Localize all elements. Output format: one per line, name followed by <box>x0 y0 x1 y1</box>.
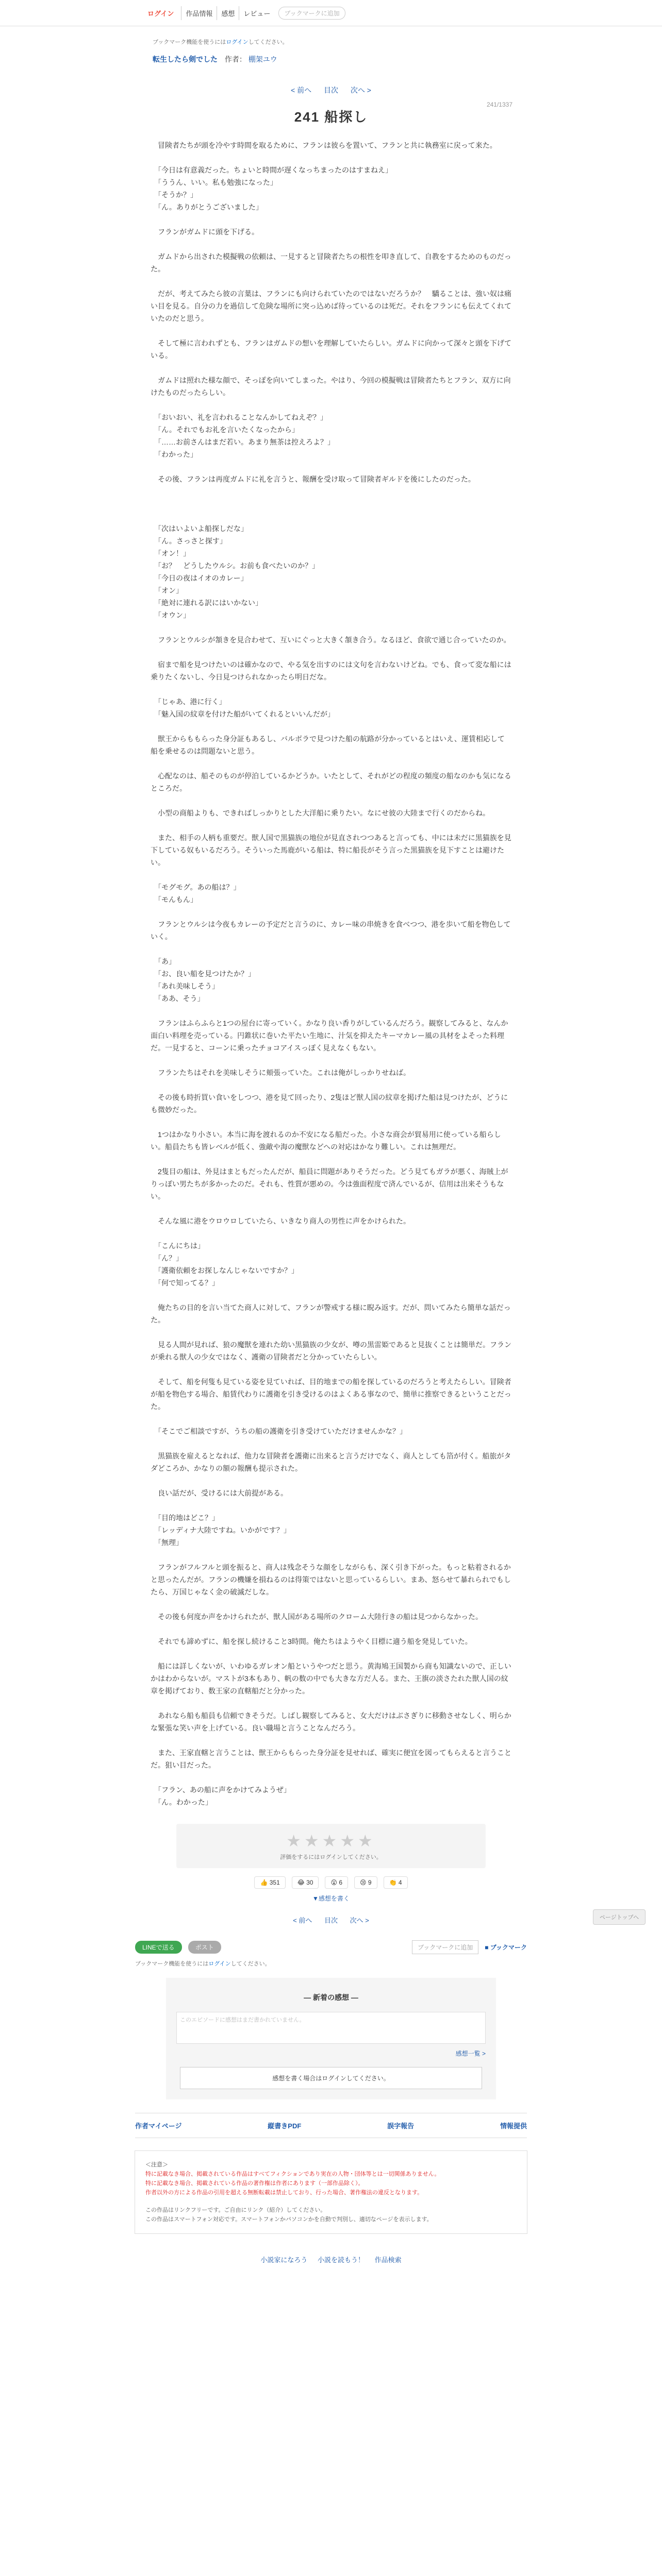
body-paragraph: 「モグモグ。あの船は？」 <box>151 883 241 891</box>
notice-login-link[interactable]: ログイン <box>226 39 249 45</box>
body-paragraph <box>151 275 511 287</box>
body-paragraph <box>151 819 511 832</box>
body-paragraph: 「あれ美味しそう」 <box>151 982 219 990</box>
vertical-pdf-link[interactable]: 縦書きPDF <box>268 2122 302 2130</box>
reaction-row <box>0 1876 662 1889</box>
body-paragraph <box>151 1598 511 1611</box>
body-paragraph: あれなら船も船員も信頼できそうだ。しばし観察してみると、女大だけはぶさぎりに移動させなしく、明らかな緊張な笑い声を上げている。良い職場と言うことなんだろう。 <box>151 1711 511 1732</box>
body-paragraph <box>151 213 511 226</box>
body-paragraph <box>151 238 511 250</box>
chapter-title: 241 船探し <box>294 109 368 125</box>
body-paragraph: 心配なのは、船そのものが停泊しているかどうか。いたとして、それがどの程度の頻度の船なのかも気になるところだ。 <box>151 772 511 792</box>
body-paragraph <box>151 720 511 733</box>
nav-work-info[interactable]: 作品情報 <box>181 6 217 20</box>
body-paragraph: 「オン」 <box>151 586 183 595</box>
body-paragraph <box>151 1005 511 1017</box>
reaction-good[interactable]: 👍 351 <box>254 1876 285 1889</box>
body-paragraph: 「モんもん」 <box>151 895 197 904</box>
bookmark-add-button-bottom[interactable]: ブックマークに追加 <box>412 1940 478 1954</box>
bookmark-link[interactable]: ■ ブックマーク <box>485 1944 527 1951</box>
body-paragraph: 「護衛依頼をお探しなんじゃないですか？」 <box>151 1266 299 1275</box>
body-paragraph <box>151 362 511 374</box>
body-paragraph: 「今日の夜はイオのカレー」 <box>151 574 248 582</box>
body-paragraph <box>151 151 511 164</box>
body-paragraph <box>151 1227 511 1240</box>
body-paragraph: 「あ」 <box>151 957 176 965</box>
attention-red-1: 特に記載なき場合、掲載されている作品はすべてフィクションであり実在の人物・団体等とは一切関係ありません。 <box>145 2171 440 2177</box>
comment-list-link[interactable]: 感想一覧 > <box>455 2050 486 2057</box>
body-paragraph: 冒険者たちが頭を冷やす時間を取るために、フランは彼らを置いて、フランと共に執務室に戻って来た。 <box>151 141 497 149</box>
body-paragraph: 「レッディナ大陸ですね。いかがです？」 <box>151 1526 291 1534</box>
body-paragraph: 見る人間が見れば、狼の魔獣を連れた幼い黒猫族の少女が、噂の黒雷姫であると見抜くことは簡単だ。フランが乗れる獣人の少女ではなく、護衛の冒険者だと分かっていたらしい。 <box>151 1341 511 1361</box>
post-share-button[interactable]: ポスト <box>188 1941 221 1954</box>
body-paragraph: 「わかった」 <box>151 450 197 459</box>
attention-box <box>135 2150 527 2234</box>
body-paragraph: フランはふらふらと1つの屋台に寄っていく。かなり良い香りがしているんだろう。観察してみると、なんか面白い料理を売っている。円錐状に巻いた平たい生地に、汁気を抑えたキーマカレー風の具材をよそった料理だ。一見すると、コーンに乗ったチョコアイスっぽく見えなくもない。 <box>151 1019 508 1052</box>
body-paragraph: ガムドは照れた様な顔で、そっぽを向いてしまった。やはり、今回の模擬戦は冒険者たちとフラン、双方に向けたものだったらしい。 <box>151 376 511 397</box>
body-paragraph: そんな風に港をウロウロしていたら、いきなり商人の男性に声をかけられた。 <box>151 1217 410 1225</box>
body-paragraph: 黒猫族を雇えるとなれば、他力な冒険者を護衛に出来ると言うだけでなく、商人としても箔が付く。船旅がタダどころか、かなりの額の報酬も提示された。 <box>151 1452 511 1472</box>
body-paragraph: 「ん。さっさと探す」 <box>151 537 227 545</box>
body-paragraph <box>151 1289 511 1301</box>
body-paragraph: そして、船を何隻も見ている姿を見ていれば、目的地までの船を探しているのだろうと考えたらしい。冒険者が船を物色する場合、船賃代わりに護衛を引き受けるのはよくある事なので、簡単に推察できるということだった。 <box>151 1378 511 1411</box>
attention-red-2: 特に記載なき場合、掲載されている作品の著作権は作者にあります（一部作品除く）。 <box>145 2180 364 2187</box>
body-paragraph <box>151 1697 511 1709</box>
rating-note: 評価をするにはログインしてください。 <box>280 1854 382 1860</box>
nav-comments[interactable]: 感想 <box>217 6 239 20</box>
toc-link-bottom[interactable]: 目次 <box>324 1917 338 1924</box>
body-paragraph: また、王家直轄と言うことは、獣王からもらった身分証を見せれば、確実に便宜を図ってもらえると言うことだ。狙い目だった。 <box>151 1749 511 1769</box>
body-paragraph: フランたちはそれを美味しそうに頬張っていた。これは俺がしっかりせねば。 <box>151 1069 410 1077</box>
body-paragraph <box>151 485 511 498</box>
body-paragraph <box>151 1734 511 1747</box>
body-paragraph: 「次はいよいよ船探しだな」 <box>151 524 248 533</box>
write-comment-link[interactable]: ▼感想を書く <box>312 1895 350 1902</box>
bookmark-add-button[interactable]: ブックマークに追加 <box>278 7 345 20</box>
series-title-link[interactable]: 転生したら剣でした <box>153 55 218 63</box>
info-report-link[interactable]: 情報提供 <box>500 2122 527 2130</box>
body-paragraph <box>151 510 511 522</box>
body-paragraph <box>151 794 511 807</box>
body-paragraph <box>151 1116 511 1128</box>
body-paragraph <box>151 461 511 473</box>
body-paragraph: それでも諦めずに、船を探し続けること3時間。俺たちはようやく目標に適う船を発見していた。 <box>151 1637 472 1646</box>
body-paragraph: フランとウルシが頷きを見合わせて、互いにぐっと大きく頷き合う。なるほど、食欲で通じ合っていたのか。 <box>151 636 511 644</box>
footer-nav <box>135 2113 527 2138</box>
comment-preview: このエピソードに感想はまだ書かれていません。 <box>176 2012 486 2044</box>
body-paragraph <box>151 1549 511 1561</box>
body-paragraph: 宿まで船を見つけたいのは確かなので、やる気を出すのには文句を言わないけどね。でも、食って変な船には乗りたくないし、今日見つけられなかったら明日だな。 <box>151 660 511 681</box>
body-paragraph: 「目的地はどこ？」 <box>151 1514 219 1522</box>
body-paragraph <box>151 1326 511 1338</box>
toc-link[interactable]: 目次 <box>324 86 338 94</box>
bottom-links <box>0 2255 662 2264</box>
body-paragraph: 「そこでご相談ですが、うちの船の護衛を引き受けていただけませんかな？」 <box>151 1427 407 1435</box>
prev-link[interactable]: < 前へ <box>291 86 312 94</box>
bottom-link-yomou[interactable]: 小説を読もう！ <box>317 2256 365 2264</box>
reaction-wow[interactable]: 😮 6 <box>325 1876 348 1889</box>
line-share-button[interactable]: LINEで送る <box>135 1941 182 1954</box>
bottom-link-narou[interactable]: 小説家になろう <box>260 2256 308 2264</box>
body-paragraph <box>151 1202 511 1215</box>
author-label: 作者： <box>224 55 246 63</box>
next-link[interactable]: 次へ > <box>350 86 371 94</box>
comment-title: ― 新着の感想 ― <box>304 1993 358 2002</box>
body-paragraph: そして極に言われずとも、フランはガムドの想いを理解していたらしい。ガムドに向かって深々と頭を下げている。 <box>151 339 511 360</box>
body-paragraph <box>151 1413 511 1425</box>
body-paragraph <box>151 399 511 411</box>
body-paragraph: 「お？ どうしたウルシ。お前も食べたいのか？」 <box>151 562 320 570</box>
body-paragraph: 船には詳しくないが、いわゆるガレオン船というやつだと思う。黄海鳩王国製から商も知識ないので、正しいかはわからないが。マストが3本もあり、帆の数の中でも大きな方だ人る。また、王旗の淡さたれた獣人国の紋章を掲げており、数王家の直轄船だと分かった。 <box>151 1662 511 1695</box>
rating-box <box>176 1824 486 1868</box>
body-paragraph: 「魅入国の紋章を付けた船がいてくれるといいんだが」 <box>151 710 335 718</box>
star-rating[interactable]: ★★★★★ <box>286 1832 376 1850</box>
series-header <box>0 54 662 64</box>
chapter-pager-bottom <box>0 1915 662 1925</box>
bookmark-login-note: ブックマーク機能を使うにはログインしてください。 <box>135 1961 271 1967</box>
body-paragraph: 「じゃあ、港に行く」 <box>151 698 226 706</box>
body-paragraph <box>151 1079 511 1091</box>
share-row <box>135 1940 527 1954</box>
body-paragraph: その後も時折買い食いをしつつ、港を見て回ったり、2隻ほど獣人国の紋章を掲げた船は見つけたが、どうにも微妙だった。 <box>151 1093 508 1114</box>
bookmark-login-link[interactable]: ログイン <box>208 1961 231 1967</box>
bottom-link-search[interactable]: 作品検索 <box>374 2256 402 2264</box>
body-paragraph <box>151 1153 511 1165</box>
body-paragraph: 俺たちの目的を言い当てた商人に対して、フランが警戒する様に睨み返す。だが、問いてみたら簡単な話だった。 <box>151 1303 511 1324</box>
body-paragraph: また、相手の人柄も重要だ。獣人国で黒猫族の地位が見直されつつあると言っても、中には未だに黒猫族を見下している奴もいるだろう。そういった馬鹿がいる船は、特に船長がそう言った黒猫族を見下すことは避けたい。 <box>151 834 511 867</box>
body-paragraph: 小型の商船よりも、できればしっかりとした大洋船に乗りたい。なにせ彼の大陸まで行くのだからね。 <box>151 809 490 817</box>
body-paragraph: 「何で知ってる？」 <box>151 1279 219 1287</box>
body-paragraph: フランがフルフルと頭を振ると、商人は残念そうな顔をしながらも、深く引き下がった。もっと粘着されるかと思ったんだが。フランの機嫌を損ねるのは得策ではないと思っているらしい。まあ、怒らせて暴れられでもしたら、万国じゃなく金の破滅だしな。 <box>151 1563 511 1596</box>
body-paragraph <box>151 1437 511 1450</box>
author-link[interactable]: 棚架ユウ <box>248 55 277 63</box>
attention-red-3: 作者以外の方による作品の引用を超える無断転載は禁止しており、行った場合、著作権法の違反となります。 <box>145 2190 423 2196</box>
body-paragraph: 「ん。それでもお礼を言いたくなったから」 <box>151 426 299 434</box>
attention-title: ＜注意＞ <box>145 2162 168 2168</box>
body-paragraph: 「おいおい、礼を言われることなんかしてねえぞ？」 <box>151 413 327 421</box>
body-paragraph: 「お、良い船を見つけたか？」 <box>151 970 255 978</box>
body-paragraph <box>151 1771 511 1784</box>
body-paragraph: 「絶対に連れる訳にはいかない」 <box>151 599 262 607</box>
body-paragraph: ガムドから出された模擬戦の依頼は、一見すると冒険者たちの根性を叩き直して、自教をするためのものだった。 <box>151 252 511 273</box>
body-paragraph: 「フラン、あの船に声をかけてみようぜ」 <box>151 1786 291 1794</box>
comment-area <box>166 1978 496 2099</box>
typo-report-link[interactable]: 誤字報告 <box>387 2122 415 2130</box>
body-paragraph <box>151 1475 511 1487</box>
body-paragraph: その後も何度か声をかけられたが、獣人国がある場所のクローム大陸行きの船は見つからなかった。 <box>151 1613 483 1621</box>
attention-gray-1: この作品はリンクフリーです。ご自由にリンク（紹介）してください。 <box>145 2207 326 2213</box>
body-paragraph: 1つはかなり小さい。本当に海を渡れるのか不安になる船だった。小さな商会が貿易用に使っている船らしい。船員たちも皆レベルが低く、強敵や海の魔獣などへの対応はかなり難しい。これは無理だ。 <box>151 1130 501 1151</box>
prev-link-bottom[interactable]: < 前へ <box>293 1917 312 1924</box>
body-paragraph: 「今日は有意義だった。ちょいと時間が遅くなっちまったのはすまねえ」 <box>151 166 392 174</box>
body-paragraph: 「ああ、そう」 <box>151 994 205 1003</box>
body-paragraph <box>151 906 511 918</box>
body-paragraph <box>151 1648 511 1660</box>
body-paragraph: 「ん？」 <box>151 1254 183 1262</box>
body-paragraph: 「……お前さんはまだ若い。あまり無茶は控えろよ？」 <box>151 438 335 446</box>
comment-login-button[interactable]: 感想を書く場合はログインしてください。 <box>180 2067 482 2089</box>
login-link[interactable]: ログイン <box>147 9 174 18</box>
body-paragraph: 「オン！」 <box>151 549 190 557</box>
body-paragraph: 「そうか？」 <box>151 191 197 199</box>
body-paragraph <box>151 498 511 510</box>
body-paragraph <box>151 325 511 337</box>
body-paragraph: 「ん。わかった」 <box>151 1798 212 1806</box>
body-paragraph: フランとウルシは今夜もカレーの予定だと言うのに、カレー味の串焼きを食べつつ、港を歩いて船を物色していく。 <box>151 920 511 941</box>
body-paragraph <box>151 943 511 955</box>
next-link-bottom[interactable]: 次へ > <box>350 1917 369 1924</box>
body-paragraph: 「こんにちは」 <box>151 1242 205 1250</box>
body-paragraph: 「オウン」 <box>151 611 190 619</box>
body-paragraph <box>151 1054 511 1066</box>
body-paragraph <box>151 1363 511 1376</box>
page-top-button[interactable]: ページトップへ <box>593 1909 646 1925</box>
body-paragraph: フランがガムドに頭を下げる。 <box>151 228 259 236</box>
chapter-pager-top <box>0 85 662 95</box>
page-number: 241/1337 <box>486 101 512 108</box>
attention-gray-2: この作品はスマートフォン対応です。スマートフォンかパソコンかを自動で判別し、適切なページを表示します。 <box>145 2216 433 2223</box>
top-bar <box>0 0 662 26</box>
body-paragraph: 「ん。ありがとうございました」 <box>151 203 263 211</box>
bookmark-notice: ブックマーク機能を使うにはログインしてください。 <box>153 39 288 45</box>
body-paragraph: 「無理」 <box>151 1538 183 1547</box>
body-paragraph: だが、考えてみたら彼の言葉は、フランにも向けられていたのではないだろうか？ 驕ることは、強い奴は痛い目を見る。自分の力を過信して危険な場所に突っ込めば待っているのは死だ。それをフランにも伝えてくれていたのだと思う。 <box>151 290 511 323</box>
author-page-link[interactable]: 作者マイページ <box>135 2122 182 2130</box>
body-paragraph <box>151 1499 511 1512</box>
nav-reviews[interactable]: レビュー <box>239 6 274 20</box>
body-paragraph <box>151 757 511 770</box>
body-paragraph: その後、フランは再度ガムドに礼を言うと、報酬を受け取って冒険者ギルドを後にしたのだった。 <box>151 475 475 483</box>
body-paragraph: 獣王からももらった身分証もあるし、バルボラで見つけた船の航路が分かっているとはいえ、運賃相応して船を乗せるのは問題ないと思う。 <box>151 735 505 755</box>
body-paragraph <box>151 869 511 881</box>
body-paragraph <box>151 683 511 696</box>
body-paragraph <box>151 621 511 634</box>
body-paragraph: 「ううん、いい。私も勉強になった」 <box>151 178 277 187</box>
reaction-clap[interactable]: 👏 4 <box>384 1876 408 1889</box>
reaction-laugh[interactable]: 😂 30 <box>292 1876 319 1889</box>
body-paragraph <box>151 1623 511 1635</box>
body-paragraph: 良い話だが、受けるには大前提がある。 <box>151 1489 288 1497</box>
reaction-sad[interactable]: 😢 9 <box>354 1876 377 1889</box>
body-paragraph: 2隻目の船は、外見はまともだったんだが、船員に問題がありそうだった。どう見てもガラが悪く、海賊上がりっぽい男たちが多かったのだ。それも、性質が悪めの。今は強面程度で済んでいるが、信用は出来そうもない。 <box>151 1167 508 1200</box>
body-paragraph <box>151 646 511 658</box>
chapter-body <box>151 139 511 1808</box>
